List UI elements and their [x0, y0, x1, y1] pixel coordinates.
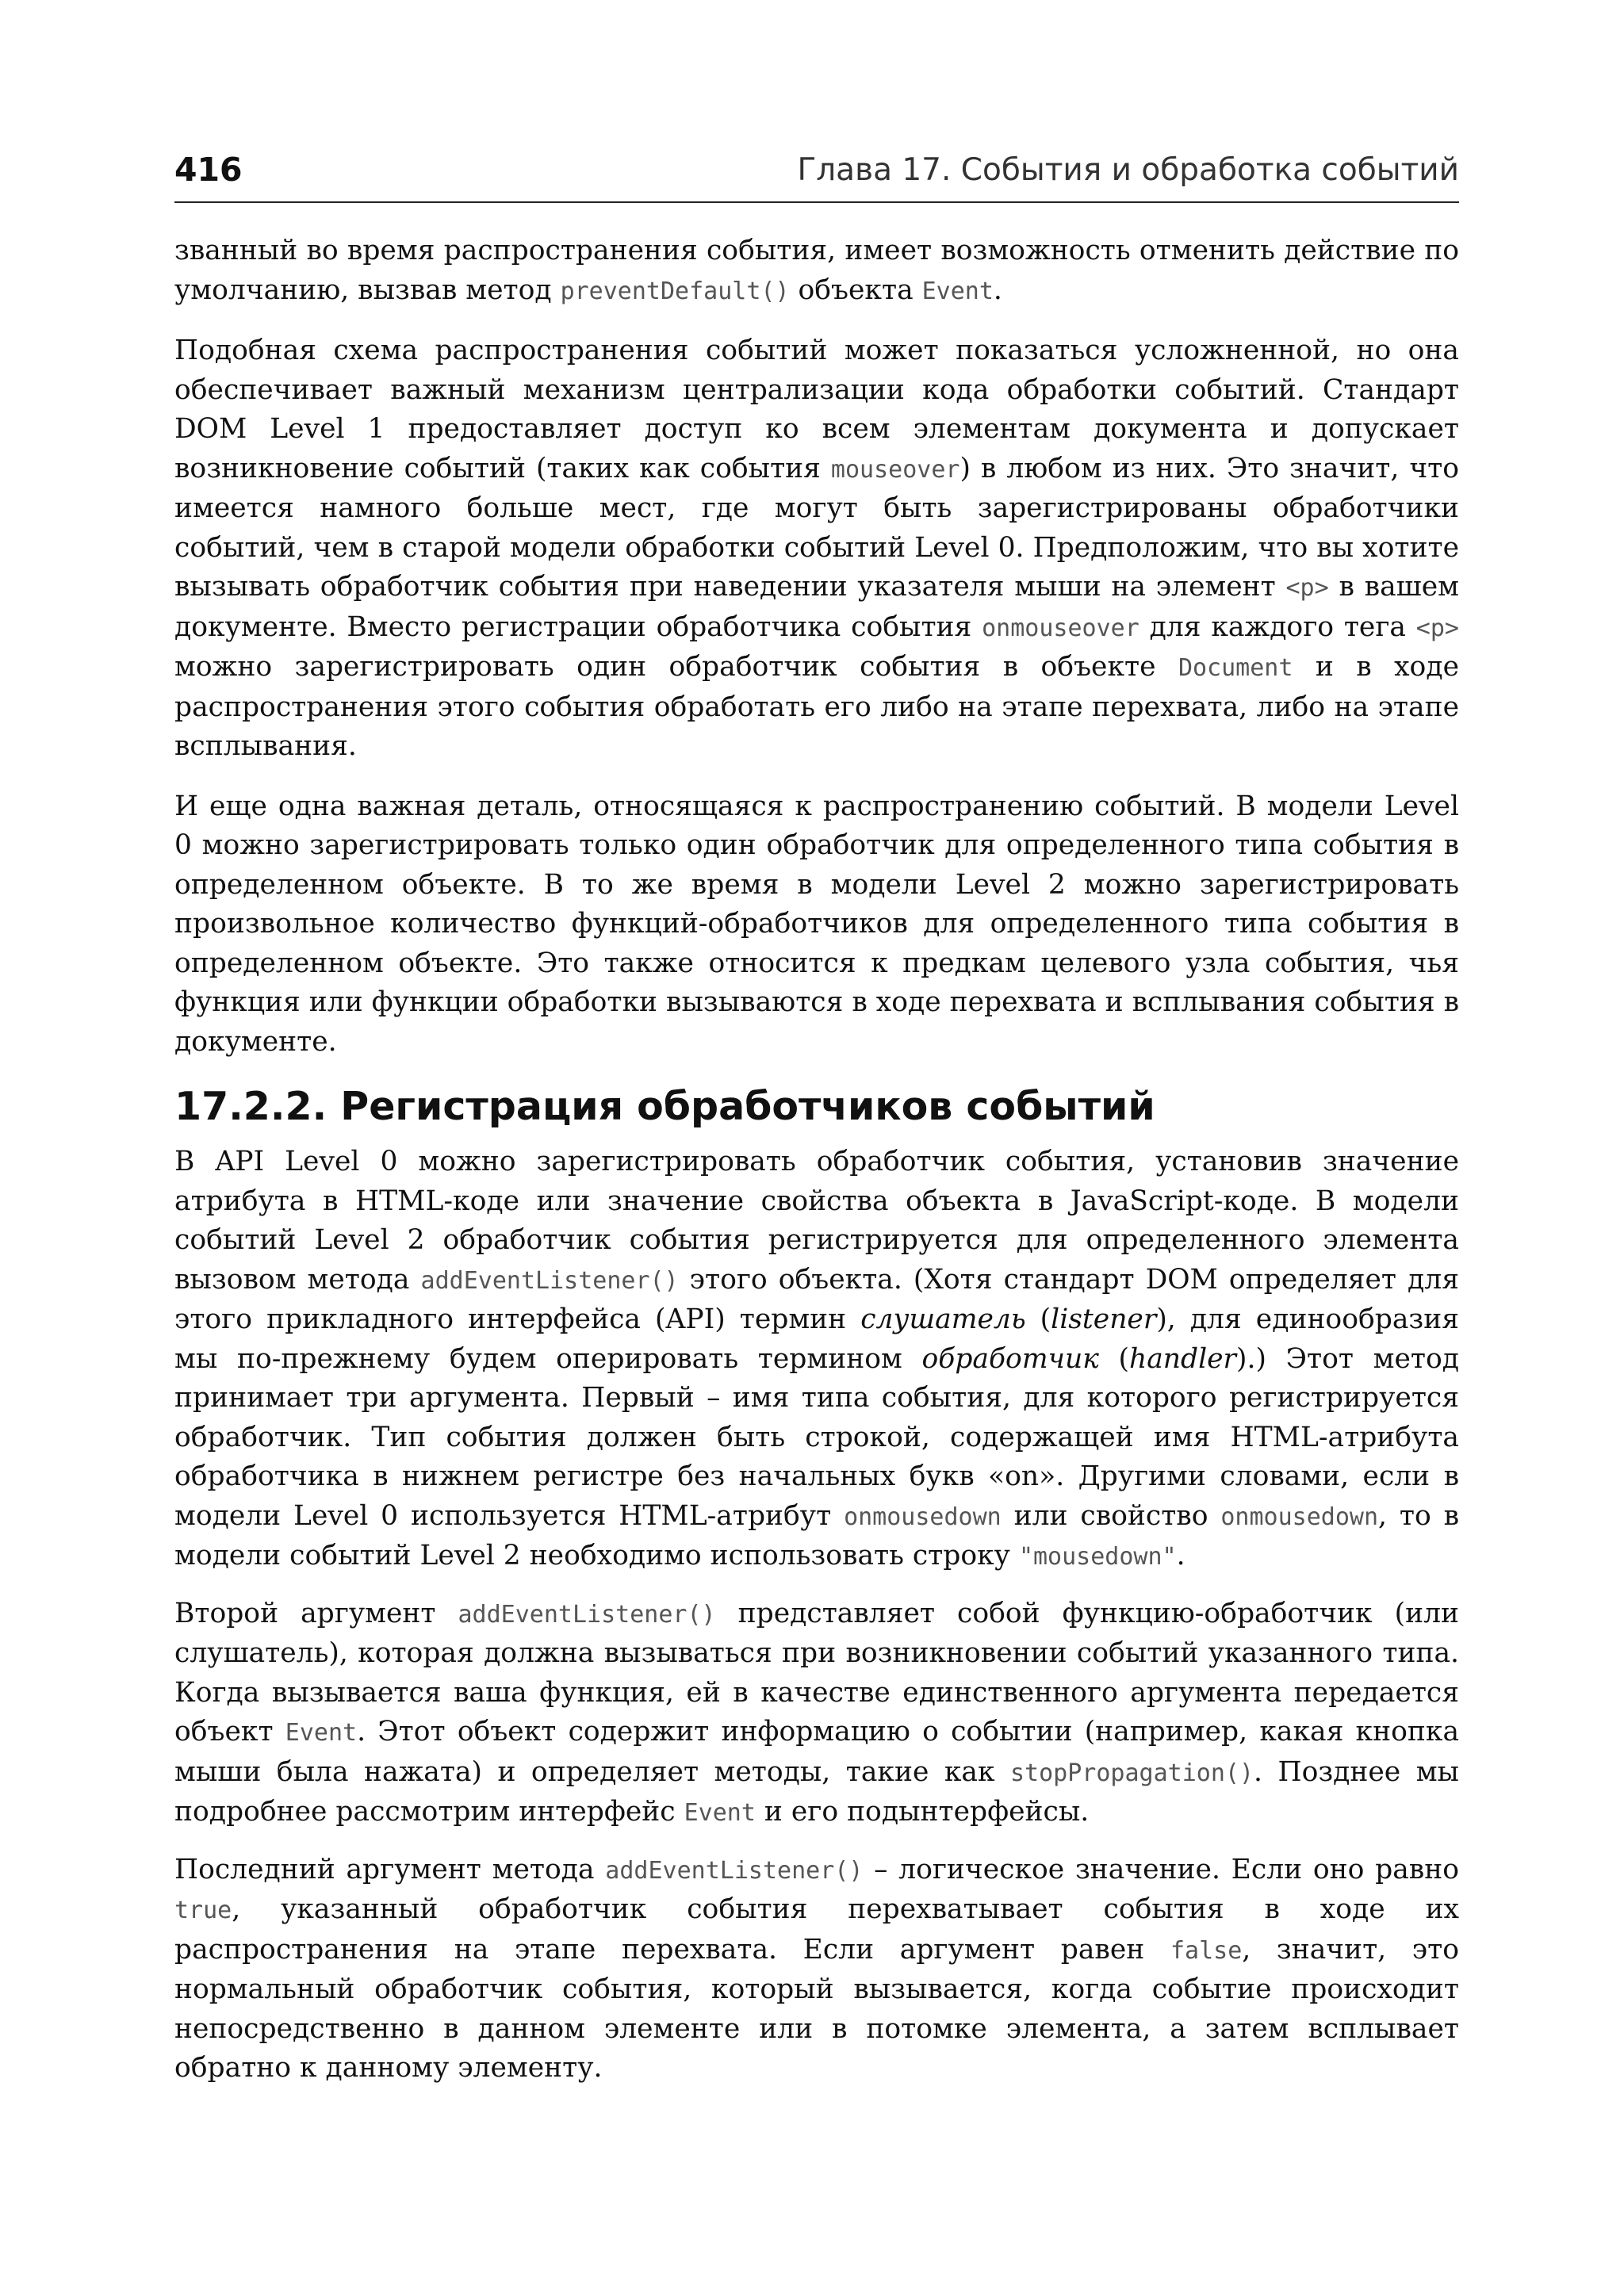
italic-term: listener	[1051, 1303, 1157, 1335]
inline-code: stopPropagation()	[1010, 1759, 1254, 1787]
running-head: Глава 17. События и обработка событий	[797, 152, 1459, 188]
text: .	[1176, 1540, 1185, 1571]
inline-code: <p>	[1285, 574, 1329, 602]
inline-code: true	[174, 1897, 232, 1924]
italic-term: handler	[1128, 1342, 1237, 1375]
inline-code: onmousedown	[1220, 1503, 1379, 1531]
text: (	[1098, 1342, 1129, 1375]
text: и его подынтерфейсы.	[755, 1796, 1090, 1828]
inline-code: <p>	[1415, 614, 1459, 642]
page-header	[174, 151, 1459, 198]
text: ).) Этот метод принимает три аргумента. Первый – имя типа события, для которого регистрируется обработчик. Тип события должен быть строкой, содержащей имя HTML-атрибута обработчика в нижнем регистре без начальных букв «on». Другими словами, если в модели Level 0 используется HTML-атрибут	[174, 1342, 1459, 1532]
page-number: 416	[174, 151, 243, 189]
inline-code: false	[1170, 1936, 1243, 1965]
text: . Позднее мы подробнее рассмотрим интерфейс	[174, 1755, 1459, 1828]
paragraph-2	[174, 331, 1459, 767]
inline-code: preventDefault()	[560, 277, 790, 305]
text: , то в модели событий Level 2 необходимо использовать строку	[174, 1499, 1459, 1571]
text: Последний аргумент метода	[174, 1853, 606, 1885]
inline-code: onmouseover	[982, 614, 1139, 642]
text: представляет собой функцию-обработчик (или слушатель), которая должна вызываться при возникновении событий указанного типа. Когда вызывается ваша функция, ей в качестве единственного аргумента передается объект	[174, 1597, 1459, 1748]
text: И еще одна важная деталь, относящаяся к распространению событий. В модели Level 0 можно зарегистрировать только один обработчик для определенного типа события в определенном объекте. В то же время в модели Level 2 можно зарегистрировать произвольное количество функций-обработчиков для определенного типа события в определенном объекте. Это также относится к предкам целевого узла события, чья функция или функции обработки вызываются в ходе перехвата и всплывания события в документе.	[174, 790, 1459, 1058]
paragraph-5	[174, 1594, 1459, 1833]
text: (	[1025, 1303, 1051, 1335]
text: в вашем документе. Вместо регистрации обработчика события	[174, 571, 1459, 643]
paragraph-3	[174, 787, 1459, 1062]
text: званный во время распространения события, имеет возможность отменить действие по умолчанию, вызвав метод	[174, 235, 1459, 306]
paragraph-6	[174, 1851, 1459, 2088]
text: объекта	[789, 274, 922, 306]
text: Подобная схема распространения событий может показаться усложненной, но она обеспечивает важный механизм централизации кода обработки событий. Стандарт DOM Level 1 предоставляет доступ ко всем элементам документа и допускает возникновение событий (таких как события	[174, 335, 1459, 484]
paragraph-4	[174, 1143, 1459, 1577]
header-divider	[174, 201, 1459, 203]
inline-code: addEventListener()	[458, 1600, 716, 1629]
inline-code: Document	[1178, 654, 1293, 682]
text: для каждого тега	[1139, 611, 1416, 643]
inline-code: addEventListener()	[605, 1856, 864, 1885]
text: , указанный обработчик события перехватывает события в ходе их распространения на этапе перехвата. Если аргумент равен	[174, 1893, 1459, 1966]
text: можно зарегистрировать один обработчик события в объекте	[174, 651, 1178, 683]
paragraph-1	[174, 232, 1459, 311]
italic-term: обработчик	[921, 1342, 1099, 1375]
text: .	[993, 274, 1002, 306]
inline-code: onmousedown	[844, 1503, 1002, 1531]
section-heading: 17.2.2. Регистрация обработчиков событий	[174, 1084, 1155, 1129]
text: В API Level 0 можно зарегистрировать обработчик события, установив значение атрибута в HTML-коде или значение свойства объекта в JavaScript-коде. В модели событий Level 2 обработчик события регистрируется для определенного элемента вызовом метода	[174, 1146, 1459, 1296]
text: или свойство	[1001, 1499, 1221, 1532]
text: этого объекта. (Хотя стандарт DOM определяет для этого прикладного интерфейса (API) термин	[174, 1263, 1459, 1335]
text: и в ходе распространения этого события обработать его либо на этапе перехвата, либо на этапе всплывания.	[174, 651, 1459, 762]
inline-code: Event	[684, 1799, 756, 1827]
text: , значит, это нормальный обработчик события, который вызывается, когда событие происходит непосредственно в данном элементе или в потомке элемента, а затем всплывает обратно к данному элементу.	[174, 1933, 1459, 2084]
inline-code: mouseover	[830, 455, 960, 484]
text: ) в любом из них. Это значит, что имеется намного больше мест, где могут быть зарегистрированы обработчики событий, чем в старой модели обработки событий Level 0. Предположим, что вы хотите вызывать обработчик события при наведении указателя мыши на элемент	[174, 452, 1460, 603]
inline-code: addEventListener()	[420, 1266, 679, 1295]
inline-code: Event	[921, 277, 994, 305]
text: ), для единообразия мы по-прежнему будем оперировать термином	[174, 1303, 1459, 1375]
inline-code: "mousedown"	[1018, 1543, 1177, 1571]
italic-term: слушатель	[860, 1303, 1026, 1335]
page-body	[174, 232, 1459, 2106]
inline-code: Event	[285, 1719, 358, 1747]
text: . Этот объект содержит информацию о событии (например, какая кнопка мыши была нажата) и определяет методы, такие как	[174, 1716, 1460, 1788]
text: Второй аргумент	[174, 1597, 458, 1629]
text: – логическое значение. Если оно равно	[863, 1853, 1459, 1885]
